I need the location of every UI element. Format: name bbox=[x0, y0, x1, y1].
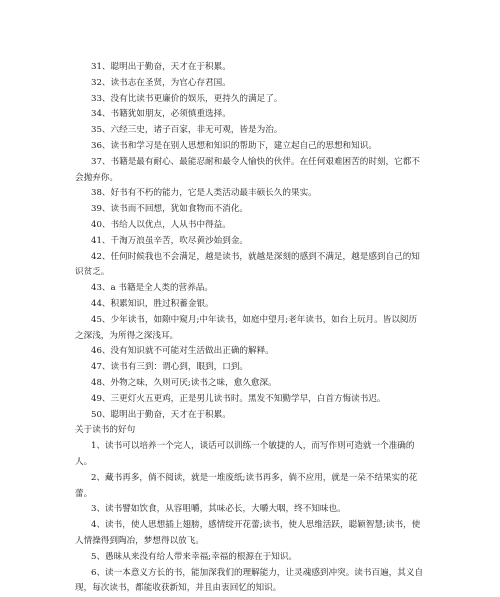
quote-line: 41、千淘万浪虽辛苦，吹尽黄沙始到金。 bbox=[75, 234, 425, 250]
quote-list bbox=[75, 60, 425, 423]
document-body bbox=[75, 60, 425, 597]
saying-paragraph: 5、愚昧从来没有给人带来幸福;幸福的根源在于知识。 bbox=[75, 550, 425, 566]
saying-paragraph: 6、读一本意义方长的书，能加深我们的理解能力，让灵魂感到冲突。读书百遍，其义自现，每次读书，都能收获新知，并且由衷回忆的知识。 bbox=[75, 566, 425, 597]
quote-line: 37、书籍是最有耐心、最能忍耐和最令人愉快的伙伴。在任何艰难困苦的时刻，它都不会抛弃你。 bbox=[75, 155, 425, 187]
saying-paragraph: 3、读书譬如饮食，从容咀嚼，其味必长，大嚼大咽，终不知味也。 bbox=[75, 502, 425, 518]
quote-line: 39、读书而不回想，犹如食物而不消化。 bbox=[75, 202, 425, 218]
saying-list bbox=[75, 439, 425, 597]
quote-line: 49、三更灯火五更鸡，正是男儿读书时。黑发不知勤学早，白首方悔读书迟。 bbox=[75, 392, 425, 408]
quote-line: 44、积累知识，胜过积蓄金银。 bbox=[75, 297, 425, 313]
quote-line: 45、少年读书，如隙中窥月;中年读书，如庭中望月;老年读书，如台上玩月。皆以阅历之深浅，为所得之深浅耳。 bbox=[75, 313, 425, 345]
quote-line: 50、聪明出于勤奋，天才在于积累。 bbox=[75, 408, 425, 424]
quote-line: 32、读书志在圣贤，为官心存君国。 bbox=[75, 76, 425, 92]
saying-paragraph: 1、读书可以培养一个完人，谈话可以训练一个敏捷的人，而写作则可造就一个准确的人。 bbox=[75, 439, 425, 471]
quote-line: 34、书籍犹如朋友，必须慎重选择。 bbox=[75, 107, 425, 123]
quote-line: 48、外物之味，久则可厌;读书之味，愈久愈深。 bbox=[75, 376, 425, 392]
saying-paragraph: 2、藏书再多，倘不阅读，就是一堆废纸;读书再多，倘不应用，就是一朵不结果实的花蕾。 bbox=[75, 471, 425, 503]
quote-line: 40、书给人以优点，人从书中得益。 bbox=[75, 218, 425, 234]
quote-line: 43、a 书籍是全人类的营养品。 bbox=[75, 281, 425, 297]
quote-line: 31、聪明出于勤奋，天才在于积累。 bbox=[75, 60, 425, 76]
quote-line: 47、读书有三到：谓心到，眼到，口到。 bbox=[75, 360, 425, 376]
quote-line: 42、任何时候我也不会满足，越是读书，就越是深刻的感到不满足，越是感到自己的知识贫乏。 bbox=[75, 250, 425, 282]
quote-line: 36、读书和学习是在别人思想和知识的帮助下，建立起自己的思想和知识。 bbox=[75, 139, 425, 155]
quote-line: 33、没有比读书更廉价的娱乐，更持久的满足了。 bbox=[75, 92, 425, 108]
quote-line: 46、没有知识就不可能对生活做出正确的解释。 bbox=[75, 344, 425, 360]
quote-line: 35、六经三史，诸子百家，非无可观，皆是为治。 bbox=[75, 123, 425, 139]
quote-line: 38、好书有不朽的能力，它是人类活动最丰硕长久的果实。 bbox=[75, 186, 425, 202]
section-title: 关于读书的好句 bbox=[75, 423, 425, 439]
saying-paragraph: 4、读书，使人思想插上翅膀，感情绽开花蕾;读书，使人思维活跃，聪颖智慧;读书，使人情操得到陶冶，梦想得以放飞。 bbox=[75, 518, 425, 550]
